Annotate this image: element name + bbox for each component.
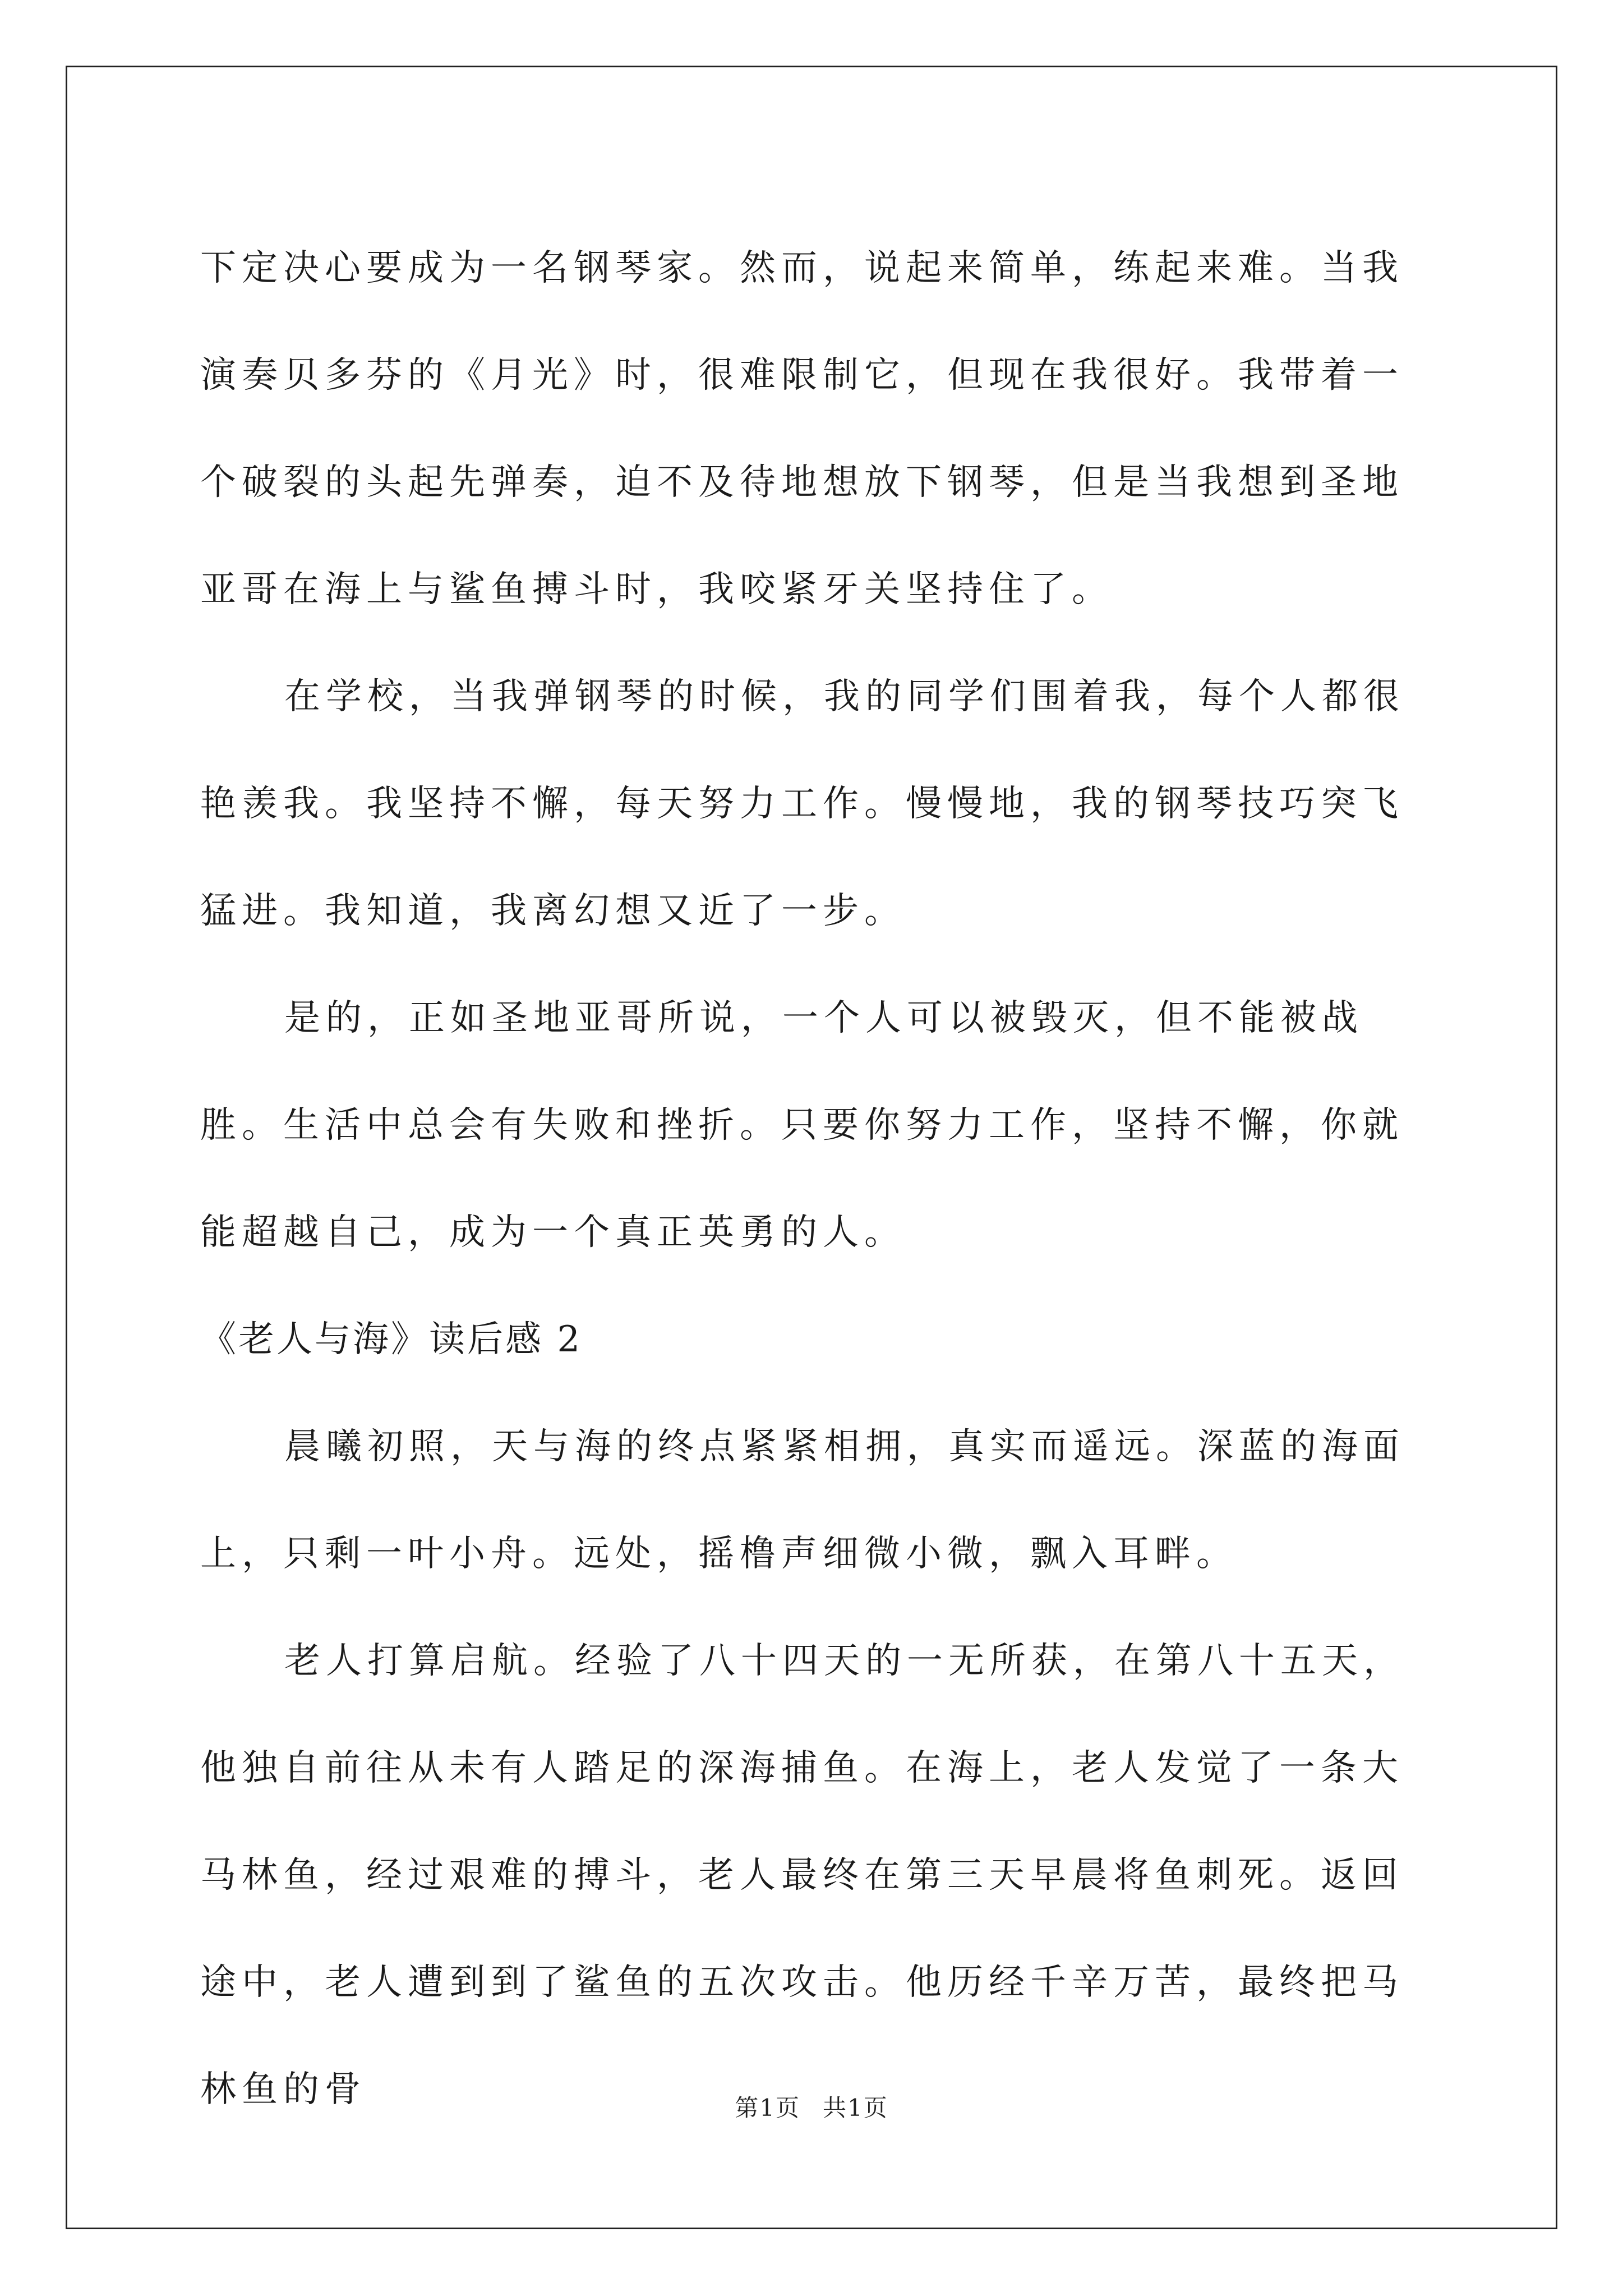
page-number: 第1页 bbox=[735, 2094, 800, 2122]
paragraph: 是的，正如圣地亚哥所说，一个人可以被毁灭，但不能被战胜。生活中总会有失败和挫折。只要你努力工作，坚持不懈，你就能超越自己，成为一个真正英勇的人。 bbox=[200, 997, 1404, 1253]
page-total: 共1页 bbox=[823, 2094, 888, 2122]
paragraph: 在学校，当我弹钢琴的时候，我的同学们围着我，每个人都很艳羡我。我坚持不懈，每天努力工作。慢慢地，我的钢琴技巧突飞猛进。我知道，我离幻想又近了一步。 bbox=[200, 676, 1405, 932]
section-heading: 《老人与海》读后感 2 bbox=[200, 1319, 583, 1360]
paragraph: 下定决心要成为一名钢琴家。然而，说起来简单，练起来难。当我演奏贝多芬的《月光》时，很难限制它，但现在我很好。我带着一个破裂的头起先弹奏，迫不及待地想放下钢琴，但是当我想到圣地亚哥在海上与鲨鱼搏斗时，我咬紧牙关坚持住了。 bbox=[200, 247, 1404, 610]
paragraph: 老人打算启航。经验了八十四天的一无所获，在第八十五天，他独自前往从未有人踏足的深海捕鱼。在海上，老人发觉了一条大马林鱼，经过艰难的搏斗，老人最终在第三天早晨将鱼刺死。返回途中，老人遭到到了鲨鱼的五次攻击。他历经千辛万苦，最终把马林鱼的骨 bbox=[200, 1640, 1405, 2110]
document-body bbox=[200, 215, 1434, 2143]
page-footer bbox=[0, 2090, 1623, 2123]
paragraph: 晨曦初照，天与海的终点紧紧相拥，真实而遥远。深蓝的海面上，只剩一叶小舟。远处，摇橹声细微小微，飘入耳畔。 bbox=[200, 1426, 1405, 1575]
